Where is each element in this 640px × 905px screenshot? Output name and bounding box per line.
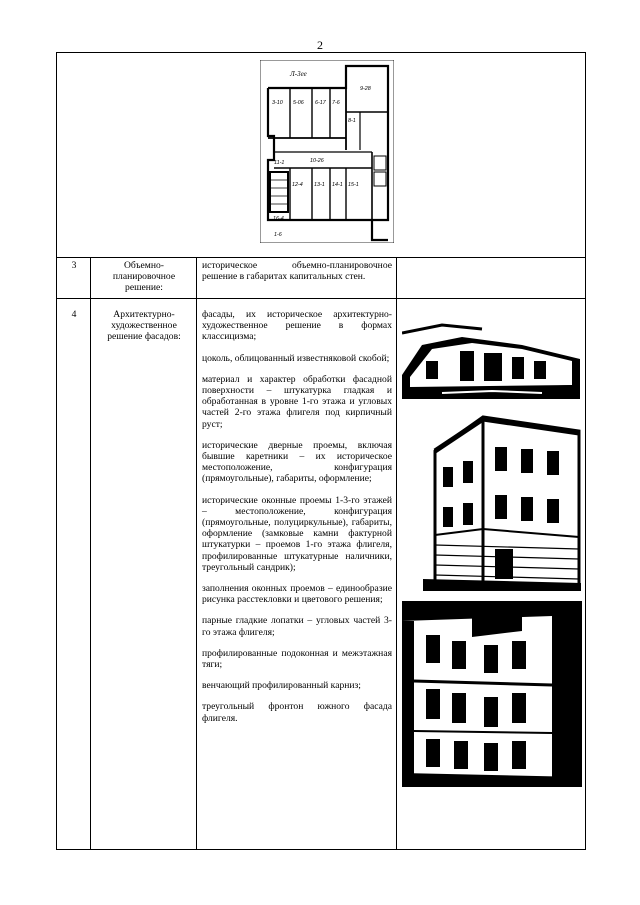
- svg-text:15-1: 15-1: [348, 182, 359, 188]
- column-divider: [396, 257, 397, 849]
- svg-text:16-4: 16-4: [273, 216, 284, 222]
- svg-text:5-06: 5-06: [293, 100, 304, 106]
- facade-photo-front: [402, 601, 582, 787]
- svg-text:6-17: 6-17: [315, 100, 326, 106]
- facade-photo-courtyard: [402, 315, 580, 399]
- page-number: 2: [317, 38, 323, 52]
- svg-text:12-4: 12-4: [292, 182, 303, 188]
- protected-elements-table: [56, 52, 586, 850]
- svg-text:14-1: 14-1: [332, 182, 343, 188]
- plan-title: Л-3ее: [290, 70, 307, 78]
- row-3-name: Объемно-планировочное решение:: [112, 260, 176, 294]
- facade-photo-corner: [423, 411, 581, 591]
- row-divider: [57, 298, 585, 299]
- row-divider: [57, 257, 585, 258]
- row-4-number: 4: [71, 309, 77, 320]
- row-4-name: Архитектурно-художественное решение фасадов:: [107, 309, 181, 343]
- svg-text:1-6: 1-6: [274, 232, 282, 238]
- row-3-number: 3: [71, 260, 77, 271]
- column-divider: [196, 257, 197, 849]
- svg-text:13-1: 13-1: [314, 182, 325, 188]
- svg-text:7-6: 7-6: [332, 100, 340, 106]
- floor-plan-drawing: [260, 60, 394, 243]
- svg-text:8-1: 8-1: [348, 118, 356, 124]
- row-3-description: историческое объемно-планировочное решение в габаритах капитальных стен.: [202, 260, 392, 283]
- svg-text:3-10: 3-10: [272, 100, 283, 106]
- svg-text:10-26: 10-26: [310, 158, 324, 164]
- svg-text:11-1: 11-1: [274, 160, 285, 166]
- column-divider: [90, 257, 91, 849]
- row-4-description: фасады, их историческое архитектурно-художественное решение в формах классицизма; цоколь, облицованный известняковой скобой; материал и характер обработки фасадной поверхности – штукатурка гладкая и обработанная в уровне 1-го этажа и угловых частей 2-го этажа флигеля под кирпичный руст; исторические дверные проемы, включая бывшие каретники – их историческое местоположение, конфигурация (прямоугольные), габариты, оформление; исторические оконные проемы 1-3-го этажей – местоположение, конфигурация (прямоугольные, полуциркульные), габариты, оформление (замковые камни фактурной штукатурки – проемов 1-го этажа флигеля, профилированные штукатурные наличники, треугольный сандрик); заполнения оконных проемов – единообразие рисунка расстекловки и цветового решения; парные гладкие лопатки – угловых частей 3-го этажа флигеля; профилированные подоконная и межэтажная тяги; венчающий профилированный карниз; треугольный фронтон южного фасада флигеля.: [202, 309, 392, 724]
- svg-text:9-28: 9-28: [360, 86, 371, 92]
